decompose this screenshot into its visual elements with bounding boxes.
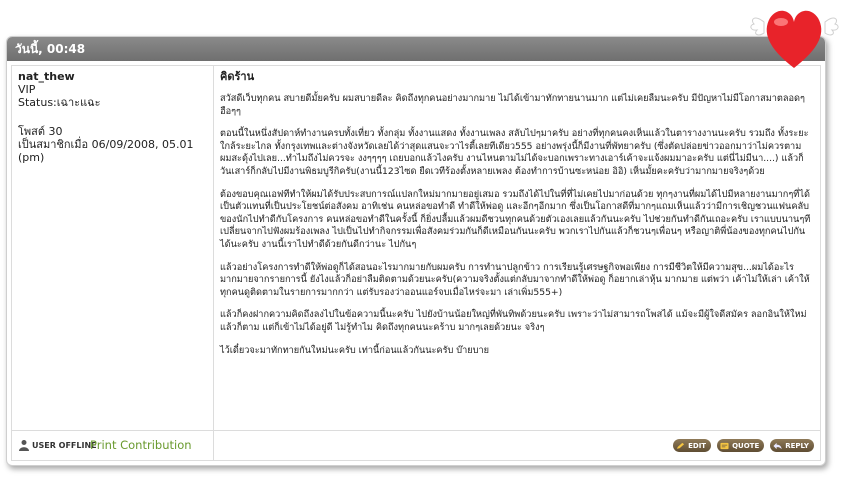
post-action-buttons [673,439,814,452]
reply-button-label: REPLY [785,441,809,450]
quote-button[interactable] [717,439,764,452]
reply-button[interactable] [770,439,814,452]
author-panel [12,66,214,430]
winged-heart-icon [748,0,841,72]
footer-author-cell [12,431,214,460]
edit-button-label: EDIT [688,441,707,450]
author-name[interactable]: nat_thew [18,70,75,83]
edit-button[interactable] [673,439,711,452]
post-date-header: วันนี้, 00:48 [7,37,825,61]
author-status: Status:เฉาะแฉะ [18,96,101,109]
author-rank: VIP [18,83,36,96]
post-paragraph: ไว้เดี๋ยวจะมาทักทายกันใหม่นะครับ เท่านี้ก่อนแล้วกันนะครับ บ๊ายบาย [220,344,490,356]
post-body [214,66,820,430]
author-post-count: โพสต์ 30 [18,125,63,138]
post-paragraph: แล้วก็คงฝากความคิดถึงลงไปในข้อความนี้นะครับ ไปยังบ้านน้อยใหญ่ที่พันทิพด้วยนะครับ เพราะว่าไม่สามารถโพสได้ แม้จะมีผู้ใจดีสมัคร ลอกอินให้ใหม่แล้วก็ตาม แต่ก็เข้าไม่ได้อยู่ดี ไม่รู้ทำไม คิดถึงทุกคนนะคร้าบ มากๆเลยด้วยนะ จริงๆ [220,309,807,333]
author-member-since: เป็นสมาชิกเมื่อ 06/09/2008, 05.01 (pm) [18,138,194,164]
post-paragraph: แล้วอย่างโครงการทำดีให้พ่อดูก็ได้สอนอะไรมากมายกับผมครับ การทำนาปลูกข้าว การเรียนรู้เศรษฐกิจพอเพียง การมีชีวิตให้มีความสุข...ผมได้อะไรมากมายจากรายการนี้ ยังไงแล้วก็อย่าลืมติดตามด้วยนะครับ(ความจริงตั้งแต่กลับมาจากทำดีให้พ่อดู ก็อยากเล่าหุ้น มากมาย แต่พว่า เค้าไม่ให้เล่า เค้าให้ทุกคนดูติดตามในรายการมากกว่า แต่รับรองว่าออนแอร์จบเมื่อไหร่จะมา เล่าเพิ่ม555+) [220,261,810,298]
forum-post-window [6,36,826,466]
print-contribution-link[interactable]: Print Contribution [90,438,192,452]
user-offline-indicator [18,439,97,451]
reply-icon [773,442,782,450]
user-offline-label: USER OFFLINE [32,440,97,450]
post-subject: คิดร้าน [220,70,255,83]
post-paragraph: ตอนนี้ในหนึ่งสัปดาห์ทำงานครบทั้งเที่ยว ทั้งกลุ่ม ทั้งงานแสดง ทั้งงานเพลง สลับไปๆมาครับ อย่างที่ทุกคนคงเห็นแล้วในตารางงานนะครับ รวมถึง ทั้งระยะใกล้ระยะไกล ทั้งกรุงเทพและต่างจังหวัดเลยได้ว่าสุดแสนจะวาไรตี้เลยทีเดียว555 อย่างพรุ่งนี้ก็มีงานที่พัทยาครับ (ซึ่งตัดปล่อยข่าวออกมาว่าไม่ควรตาม ผมสะดุ้งไปเลย...ทำไมถึงไม่ควรจะ งงๆๆๆๆ เถยบอกแล้วไงครับ งานไหนตามไม่ได้จะบอกเพราะทางเอาร์เค้าจะแจ้งผมมาอะครับ แต่นี่ไม่มีนา....) แล้วก็วันเสาร์ก็กลับไปมีงานพิธมบูรีกิครับ(งานนี้123ไซด ยืดเวทีร้องตั้งหลายเพลง ต้องทำการบ้านซะหน่อย อิอิ) เห็นมั้ยคะครับว่ามากมายจริงๆด้วย [220,128,809,177]
user-offline-icon [18,439,30,451]
post-footer [12,430,820,460]
quote-button-label: QUOTE [732,441,760,450]
pencil-icon [676,442,685,450]
quote-icon [720,442,729,450]
post-paragraph: สวัสดีเว็บทุกคน สบายดีมั้ยครับ ผมสบายดีละ คิดถึงทุกคนอย่างมากมาย ไม่ได้เข้ามาทักทายนานมาก แต่ไม่เคยลืมนะครับ มีปัญหาไม่มีโอกาสมาตลอดๆ ฮือๆๆ [220,93,805,117]
post-container [11,65,821,461]
post-paragraph: ต้องขอบคุณเอฟทีทำให้ผมได้รับประสบการณ์แปลกใหม่มากมายอยู่เสมอ รวมถึงได้ไปในที่ที่ไม่เคยไปมาก่อนด้วย ทุกๆงานที่ผมได้ไปมีหลายงานมากๆที่ได้เป็นตัวแทนที่เป็นประโยชน์ต่อสังคม อาทิเช่น คนหล่อขอทำดี ทำดีให้พ่อดู และอีกๆอีกมาก ซึ่งเป็นโอกาสดีที่มากๆแถมเห็นแล้วว่ามีการเชิญชวนแฟนคลับของนักไปทำดีกับโครงการ คนหล่อขอทำดีในครั้งนี้ ก็ยิ่งปลื้มแล้วผมดีชวนทุกคนด้วยตัวเองเลยแล้วกันนะครับ ไปช่วยกันทำดีกันเถอะครับ เราแบบนานๆทีเปลี่ยนจากไปฟังผมร้องเพลง ไปเป็นไปทำกิจกรรมเพื่อสังคมร่วมกันก็ดีเหมือนกันนะครับ พวกเราไปกันแล้วก็ชวนๆเพื่อนๆ หรือญาติพี่น้องของทุกคนไปกันได้นะครับ งานนี้เราไปทำดีด้วยกันดีกว่านะ ไปกันๆ [220,188,811,250]
